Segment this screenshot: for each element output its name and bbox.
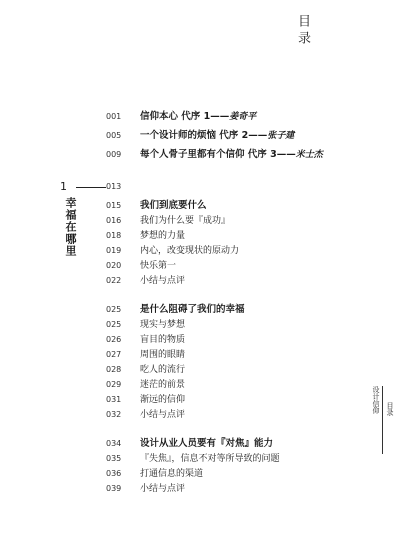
toc-item[interactable] xyxy=(106,467,370,481)
toc-preface-2[interactable] xyxy=(106,129,370,143)
entry-title: 每个人骨子里都有个信仰 代序 3——米士杰 xyxy=(140,149,323,160)
running-tab-rule xyxy=(382,386,383,454)
item-title: 打通信息的渠道 xyxy=(140,469,204,479)
item-title: 小结与点评 xyxy=(140,276,186,286)
toc-section-1[interactable] xyxy=(106,199,370,213)
page-number: 025 xyxy=(106,320,122,329)
page-title: 目录 xyxy=(295,14,310,48)
running-book-title: 设计信仰 xyxy=(372,386,380,414)
section-title: 我们到底要什么 xyxy=(140,200,207,211)
toc-item[interactable] xyxy=(106,452,370,466)
author-signature: 米士杰 xyxy=(295,150,323,160)
author-signature: 姜奇平 xyxy=(229,112,257,122)
toc-item[interactable] xyxy=(106,348,370,362)
toc-item[interactable] xyxy=(106,214,370,228)
entry-title: 一个设计师的烦恼 代序 2——张子建 xyxy=(140,130,295,141)
item-title: 梦想的力量 xyxy=(140,231,186,241)
author-signature: 张子建 xyxy=(267,131,295,141)
part-title: 幸福在哪里 xyxy=(64,197,77,257)
page-number: 032 xyxy=(106,410,122,419)
item-title: 内心，改变现状的原动力 xyxy=(140,246,240,256)
page-number: 026 xyxy=(106,335,122,344)
page-number: 022 xyxy=(106,276,122,285)
toc-part-start[interactable] xyxy=(106,180,370,194)
toc-item[interactable] xyxy=(106,363,370,377)
page-number: 013 xyxy=(106,182,122,191)
item-title: 渐远的信仰 xyxy=(140,395,186,405)
item-title: 盲目的物质 xyxy=(140,335,186,345)
toc-item[interactable] xyxy=(106,244,370,258)
page-number: 016 xyxy=(106,216,122,225)
toc-item[interactable] xyxy=(106,229,370,243)
item-title: 『失焦』，信息不对等所导致的问题 xyxy=(140,454,280,464)
item-title: 现实与梦想 xyxy=(140,320,186,330)
page-number: 035 xyxy=(106,454,122,463)
item-title: 我们为什么要『成功』 xyxy=(140,216,231,226)
toc-section-2[interactable] xyxy=(106,303,370,317)
page-number: 009 xyxy=(106,150,122,159)
page-number: 025 xyxy=(106,305,122,314)
part-number: 1 xyxy=(60,180,67,193)
section-title: 设计从业人员要有『对焦』能力 xyxy=(140,438,274,449)
toc-item[interactable] xyxy=(106,274,370,288)
entry-title: 信仰本心 代序 1——姜奇平 xyxy=(140,111,257,122)
section-title: 是什么阻碍了我们的幸福 xyxy=(140,304,245,315)
page-number: 001 xyxy=(106,112,122,121)
page-number: 029 xyxy=(106,380,122,389)
page-number: 028 xyxy=(106,365,122,374)
page-number: 039 xyxy=(106,484,122,493)
item-title: 快乐第一 xyxy=(140,261,177,271)
side-running-tab xyxy=(369,386,399,456)
page-number: 019 xyxy=(106,246,122,255)
page-number: 031 xyxy=(106,395,122,404)
item-title: 周围的眼睛 xyxy=(140,350,186,360)
toc-preface-3[interactable] xyxy=(106,148,370,162)
toc-item[interactable] xyxy=(106,318,370,332)
item-title: 小结与点评 xyxy=(140,484,186,494)
page-number: 027 xyxy=(106,350,122,359)
item-title: 吃人的流行 xyxy=(140,365,186,375)
part-dash xyxy=(76,187,106,188)
toc-preface-1[interactable] xyxy=(106,110,370,124)
running-section-title: 目录 xyxy=(386,402,394,416)
toc-section-3[interactable] xyxy=(106,437,370,451)
toc-item[interactable] xyxy=(106,408,370,422)
toc-item[interactable] xyxy=(106,378,370,392)
page-number: 036 xyxy=(106,469,122,478)
toc-item[interactable] xyxy=(106,259,370,273)
page-number: 020 xyxy=(106,261,122,270)
page-number: 034 xyxy=(106,439,122,448)
toc-item[interactable] xyxy=(106,333,370,347)
toc-item[interactable] xyxy=(106,482,370,496)
item-title: 迷茫的前景 xyxy=(140,380,186,390)
item-title: 小结与点评 xyxy=(140,410,186,420)
page-number: 015 xyxy=(106,201,122,210)
page-number: 018 xyxy=(106,231,122,240)
page-number: 005 xyxy=(106,131,122,140)
toc-item[interactable] xyxy=(106,393,370,407)
